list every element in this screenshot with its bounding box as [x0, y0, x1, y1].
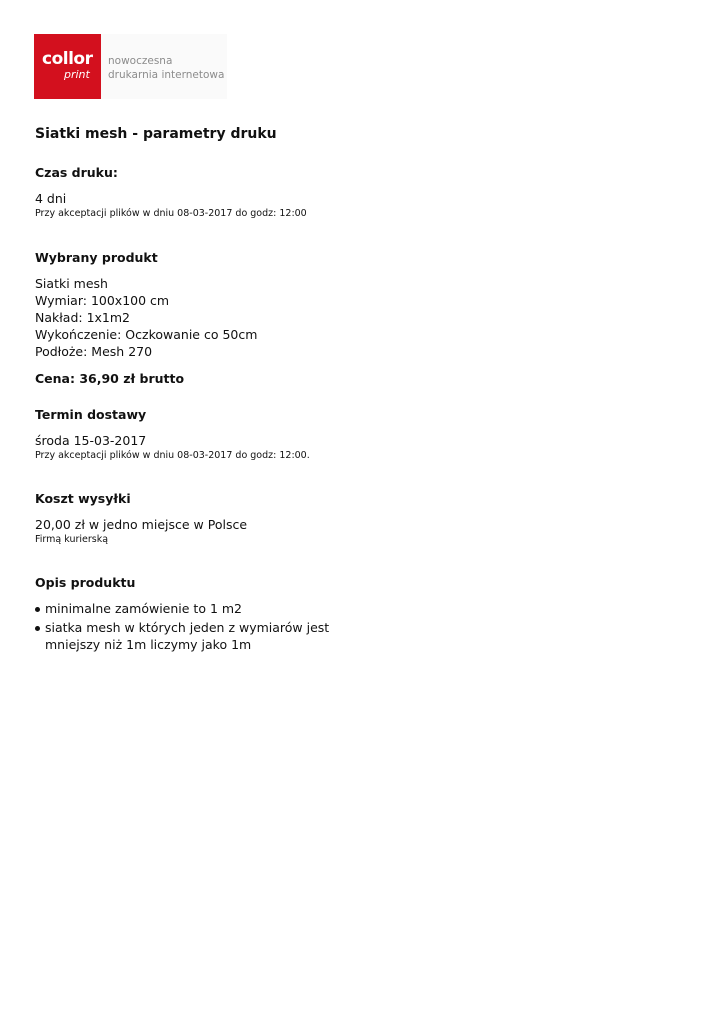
description-list — [35, 600, 345, 654]
logo-mark — [34, 34, 101, 99]
print-time-heading: Czas druku: — [35, 165, 118, 180]
product-finish: Wykończenie: Oczkowanie co 50cm — [35, 327, 258, 342]
logo-tagline-line1: nowoczesna — [108, 55, 173, 67]
print-time-value: 4 dni — [35, 191, 67, 206]
logo-word-print: print — [64, 68, 90, 81]
product-quantity: Nakład: 1x1m2 — [35, 310, 131, 325]
price: Cena: 36,90 zł brutto — [35, 371, 185, 386]
shipping-heading: Koszt wysyłki — [35, 491, 131, 506]
shipping-method: Firmą kurierską — [35, 534, 109, 545]
product-name: Siatki mesh — [35, 276, 108, 291]
delivery-date: środa 15-03-2017 — [35, 433, 147, 448]
description-heading: Opis produktu — [35, 575, 136, 590]
product-size: Wymiar: 100x100 cm — [35, 293, 170, 308]
delivery-note: Przy akceptacji plików w dniu 08-03-2017 do godz: 12:00. — [35, 450, 310, 461]
logo-word-collor: collor — [42, 49, 93, 69]
shipping-cost: 20,00 zł w jedno miejsce w Polsce — [35, 517, 248, 532]
product-substrate: Podłoże: Mesh 270 — [35, 344, 153, 359]
list-item: minimalne zamówienie to 1 m2 — [35, 600, 345, 618]
print-time-note: Przy akceptacji plików w dniu 08-03-2017 do godz: 12:00 — [35, 208, 307, 219]
logo — [34, 34, 227, 99]
delivery-heading: Termin dostawy — [35, 407, 147, 422]
logo-tagline-line2: drukarnia internetowa — [108, 69, 225, 81]
page-title: Siatki mesh - parametry druku — [35, 126, 277, 142]
list-item: siatka mesh w których jeden z wymiarów jest mniejszy niż 1m liczymy jako 1m — [35, 619, 345, 654]
product-heading: Wybrany produkt — [35, 250, 158, 265]
